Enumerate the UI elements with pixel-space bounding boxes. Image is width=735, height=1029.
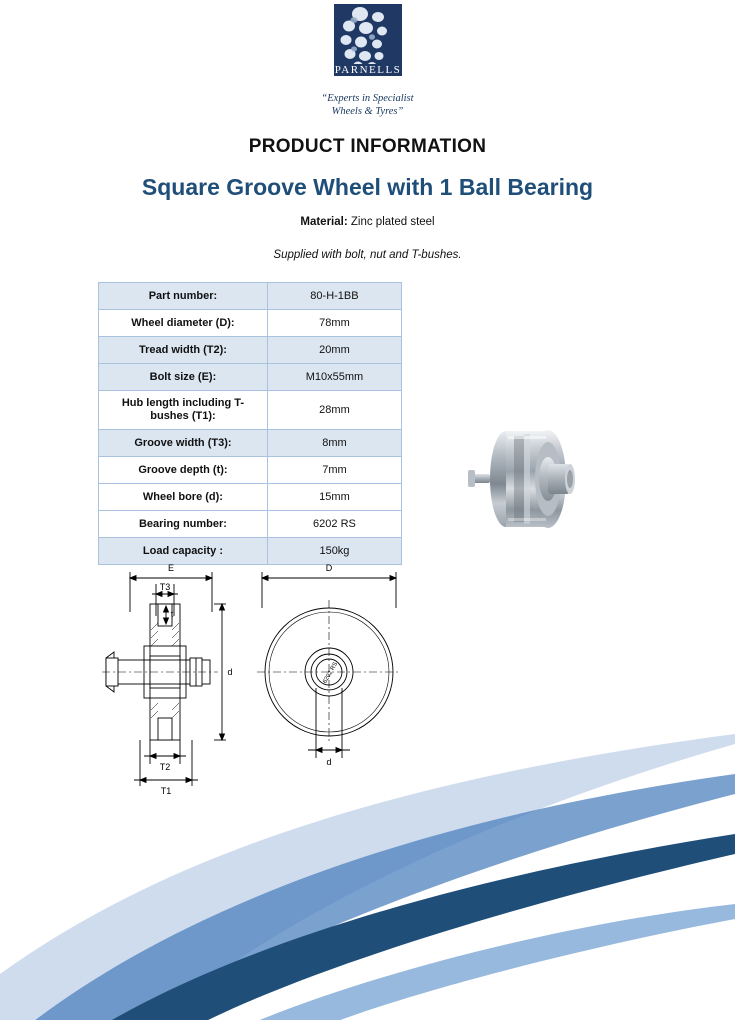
- spec-value: 20mm: [267, 337, 401, 364]
- table-row: [99, 391, 402, 430]
- svg-text:d: d: [326, 757, 332, 767]
- spec-label: Hub length including T-bushes (T1):: [99, 391, 268, 430]
- svg-text:T1: T1: [160, 786, 172, 796]
- supplied-note: Supplied with bolt, nut and T-bushes.: [273, 249, 462, 261]
- svg-text:PARNELLS: PARNELLS: [334, 64, 401, 76]
- logo-tagline-line1: “Experts in Specialist: [321, 93, 414, 104]
- material-value: Zinc plated steel: [350, 216, 435, 228]
- spec-value: 15mm: [267, 484, 401, 511]
- spec-value: 7mm: [267, 457, 401, 484]
- spec-label: Groove width (T3):: [99, 430, 268, 457]
- spec-value: 28mm: [267, 391, 401, 430]
- svg-text:d: d: [227, 667, 233, 677]
- svg-text:6202 RS: 6202 RS: [322, 661, 340, 685]
- spec-label: Bearing number:: [99, 511, 268, 538]
- table-row: [99, 283, 402, 310]
- footer-swoosh-decoration: [0, 734, 735, 1024]
- document-title: PRODUCT INFORMATION: [248, 136, 487, 157]
- logo-block: [0, 4, 735, 118]
- table-row: [99, 310, 402, 337]
- logo-tagline-line2: Wheels & Tyres”: [331, 106, 404, 117]
- spec-label: Wheel bore (d):: [99, 484, 268, 511]
- spec-value: 78mm: [267, 310, 401, 337]
- table-row: [99, 457, 402, 484]
- spec-label: Tread width (T2):: [99, 337, 268, 364]
- spec-value: 150kg: [267, 538, 401, 565]
- spec-value: 80-H-1BB: [267, 283, 401, 310]
- table-row: [99, 430, 402, 457]
- table-row: [99, 364, 402, 391]
- table-row: [99, 511, 402, 538]
- specification-table: [98, 282, 402, 565]
- spec-label: Wheel diameter (D):: [99, 310, 268, 337]
- spec-label: Load capacity :: [99, 538, 268, 565]
- spec-label: Part number:: [99, 283, 268, 310]
- product-title: Square Groove Wheel with 1 Ball Bearing: [141, 174, 594, 200]
- svg-text:D: D: [325, 563, 333, 573]
- spec-value: M10x55mm: [267, 364, 401, 391]
- svg-text:E: E: [167, 563, 175, 573]
- table-row: [99, 337, 402, 364]
- spec-label: Groove depth (t):: [99, 457, 268, 484]
- spec-value: 8mm: [267, 430, 401, 457]
- material-line: [0, 216, 735, 228]
- table-row: [99, 484, 402, 511]
- svg-text:t: t: [170, 609, 174, 619]
- logo-icon: [316, 4, 420, 88]
- svg-text:T2: T2: [159, 762, 171, 772]
- material-label: Material:: [300, 216, 348, 228]
- spec-value: 6202 RS: [267, 511, 401, 538]
- svg-text:T3: T3: [159, 582, 171, 592]
- product-photo: [462, 406, 612, 556]
- spec-label: Bolt size (E):: [99, 364, 268, 391]
